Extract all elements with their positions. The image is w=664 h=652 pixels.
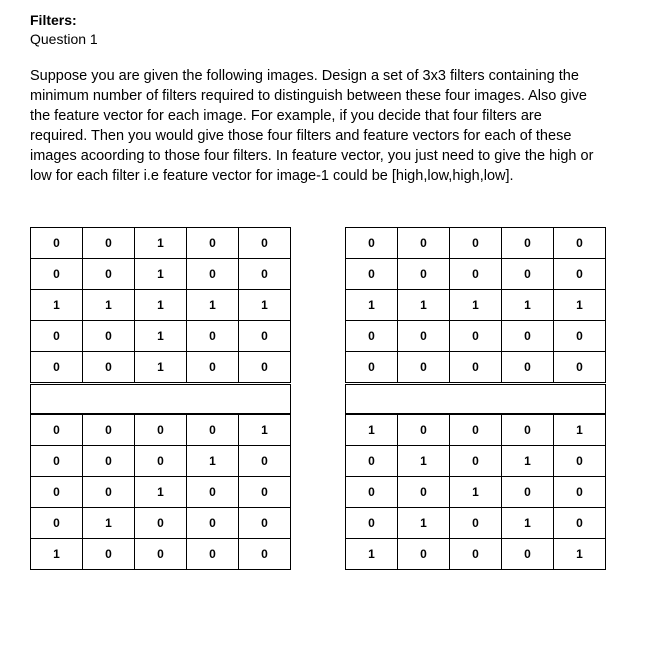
grid-cell: 0 — [450, 539, 502, 570]
grid-cell: 1 — [135, 477, 187, 508]
grid-cell: 1 — [239, 415, 291, 446]
grid-cell: 0 — [554, 446, 606, 477]
grid-cell: 0 — [554, 508, 606, 539]
grid-cell: 0 — [398, 539, 450, 570]
grid-cell: 0 — [554, 477, 606, 508]
grid-cell: 1 — [187, 290, 239, 321]
grid-cell: 0 — [346, 228, 398, 259]
question-line: the feature vector for each image. For example, if you decide that four filters are — [30, 108, 542, 124]
grid-cell: 0 — [554, 228, 606, 259]
grid-cell: 0 — [83, 228, 135, 259]
grid-cell: 0 — [187, 259, 239, 290]
grid-cell: 0 — [187, 228, 239, 259]
grid-cell: 0 — [450, 321, 502, 352]
grid-cell: 0 — [187, 508, 239, 539]
grid-row — [31, 352, 291, 383]
grid-cell: 1 — [502, 508, 554, 539]
grid-cell: 0 — [31, 321, 83, 352]
grid-cell: 1 — [554, 290, 606, 321]
grid-cell: 0 — [83, 352, 135, 383]
grid-cell: 0 — [31, 259, 83, 290]
grid-cell: 0 — [346, 352, 398, 383]
grid-cell: 0 — [83, 446, 135, 477]
grid-cell: 1 — [502, 446, 554, 477]
grid-divider — [346, 385, 606, 414]
grid-row — [346, 321, 606, 352]
question-line: Suppose you are given the following images. Design a set of 3x3 filters containing the — [30, 68, 579, 84]
grid-cell: 0 — [346, 477, 398, 508]
grid-cell: 1 — [135, 321, 187, 352]
grid-cell: 0 — [398, 352, 450, 383]
image-grid-4 — [345, 414, 606, 570]
grid-cell: 0 — [450, 415, 502, 446]
grid-cell: 1 — [135, 352, 187, 383]
grid-cell: 0 — [239, 321, 291, 352]
grid-cell: 0 — [31, 415, 83, 446]
grid-cell: 1 — [31, 290, 83, 321]
grid-cell: 1 — [135, 290, 187, 321]
grid-cell: 0 — [239, 352, 291, 383]
question-line: images acoording to those four filters. In feature vector, you just need to give the high or — [30, 148, 594, 164]
grid-cell: 0 — [83, 539, 135, 570]
question-line: minimum number of filters required to distinguish between these four images. Also give — [30, 88, 587, 104]
grid-cell: 1 — [135, 259, 187, 290]
grid-cell: 0 — [83, 321, 135, 352]
grid-cell: 0 — [502, 259, 554, 290]
page-title: Filters: — [30, 12, 77, 28]
grid-cell: 0 — [398, 477, 450, 508]
grid-divider — [31, 385, 291, 414]
right-grid-column — [345, 227, 606, 383]
grid-cell: 1 — [346, 290, 398, 321]
image-grid-2 — [345, 227, 606, 383]
grid-cell: 0 — [135, 508, 187, 539]
grid-cell: 1 — [502, 290, 554, 321]
right-spacer — [345, 384, 606, 414]
grid-cell: 0 — [502, 228, 554, 259]
grid-cell: 0 — [239, 539, 291, 570]
grid-cell: 0 — [398, 321, 450, 352]
grid-cell: 0 — [83, 477, 135, 508]
right-grid-lower — [345, 414, 606, 570]
grid-cell: 0 — [83, 259, 135, 290]
grid-row — [31, 415, 291, 446]
grid-cell: 0 — [135, 446, 187, 477]
grid-cell: 0 — [187, 415, 239, 446]
left-spacer — [30, 384, 291, 414]
grid-cell: 1 — [554, 539, 606, 570]
grid-row — [346, 259, 606, 290]
grid-cell: 0 — [554, 352, 606, 383]
grid-row — [346, 477, 606, 508]
grid-cell: 0 — [346, 508, 398, 539]
grid-cell: 0 — [187, 539, 239, 570]
question-line: required. Then you would give those four filters and feature vectors for each of these — [30, 128, 572, 144]
grid-cell: 1 — [450, 290, 502, 321]
grid-cell: 0 — [398, 259, 450, 290]
grid-cell: 0 — [450, 446, 502, 477]
grid-cell: 1 — [398, 290, 450, 321]
grid-cell: 0 — [502, 415, 554, 446]
grid-cell: 1 — [346, 539, 398, 570]
grid-row — [31, 477, 291, 508]
grid-cell: 1 — [83, 290, 135, 321]
grid-cell: 0 — [346, 321, 398, 352]
grid-row — [346, 415, 606, 446]
grid-cell: 0 — [450, 352, 502, 383]
grid-cell: 1 — [554, 415, 606, 446]
grid-row — [346, 352, 606, 383]
grid-cell: 0 — [398, 228, 450, 259]
grid-cell: 0 — [239, 228, 291, 259]
grid-cell: 0 — [31, 446, 83, 477]
grid-cell: 0 — [554, 259, 606, 290]
grid-cell: 0 — [554, 321, 606, 352]
grid-cell: 0 — [187, 477, 239, 508]
grid-row — [31, 228, 291, 259]
grid-cell: 0 — [346, 446, 398, 477]
grid-cell: 0 — [135, 539, 187, 570]
grid-cell: 1 — [31, 539, 83, 570]
grid-cell: 0 — [239, 508, 291, 539]
grid-cell: 0 — [502, 352, 554, 383]
grid-cell: 0 — [31, 228, 83, 259]
grid-row — [346, 539, 606, 570]
grid-row — [31, 539, 291, 570]
grid-row — [31, 508, 291, 539]
left-grid-column — [30, 227, 291, 383]
grid-cell: 1 — [239, 290, 291, 321]
grid-cell: 1 — [83, 508, 135, 539]
grid-cell: 0 — [31, 477, 83, 508]
grid-cell: 1 — [450, 477, 502, 508]
image-grid-1 — [30, 227, 291, 383]
grid-cell: 1 — [346, 415, 398, 446]
grid-cell: 0 — [239, 259, 291, 290]
grid-cell: 0 — [346, 259, 398, 290]
grid-cell: 1 — [187, 446, 239, 477]
grid-cell: 0 — [398, 415, 450, 446]
grid-cell: 0 — [239, 446, 291, 477]
grid-cell: 0 — [450, 508, 502, 539]
grid-row — [346, 228, 606, 259]
grid-row — [31, 446, 291, 477]
grid-cell: 0 — [239, 477, 291, 508]
left-grid-lower — [30, 414, 291, 570]
grid-row — [346, 290, 606, 321]
grid-cell: 0 — [450, 259, 502, 290]
grid-cell: 0 — [502, 539, 554, 570]
grid-cell: 0 — [31, 508, 83, 539]
grid-cell: 1 — [398, 508, 450, 539]
grid-row — [31, 290, 291, 321]
grid-row — [31, 321, 291, 352]
grid-cell: 0 — [83, 415, 135, 446]
grid-cell: 0 — [450, 228, 502, 259]
question-text — [30, 66, 630, 186]
grid-cell: 0 — [502, 321, 554, 352]
grid-row — [31, 259, 291, 290]
grid-cell: 0 — [31, 352, 83, 383]
grid-cell: 1 — [398, 446, 450, 477]
grid-cell: 1 — [135, 228, 187, 259]
grid-cell: 0 — [187, 321, 239, 352]
question-label: Question 1 — [30, 31, 98, 47]
image-grid-3 — [30, 414, 291, 570]
grid-cell: 0 — [502, 477, 554, 508]
grid-row — [346, 508, 606, 539]
question-line: low for each filter i.e feature vector for image-1 could be [high,low,high,low]. — [30, 168, 514, 184]
grid-row — [346, 446, 606, 477]
grid-cell: 0 — [135, 415, 187, 446]
grid-cell: 0 — [187, 352, 239, 383]
